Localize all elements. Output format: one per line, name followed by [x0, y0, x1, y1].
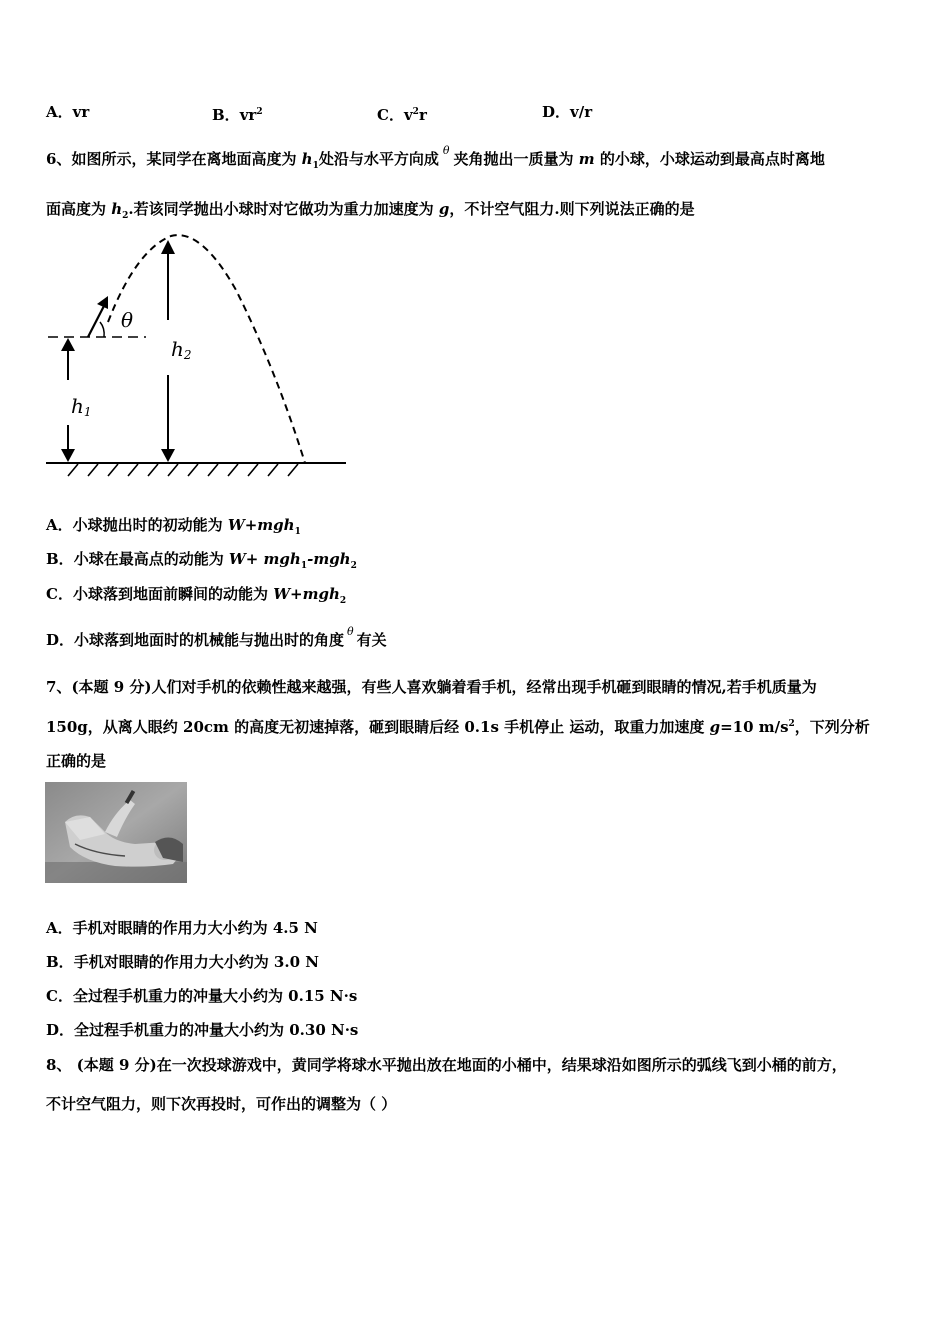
- q6-option-b: B．小球在最高点的动能为 W+ mgh$_1$-mgh$_2$: [46, 550, 357, 571]
- q5-option-d: D．v/r: [542, 103, 593, 121]
- q5-options: [46, 102, 746, 122]
- q5-option-a: A．vr: [46, 103, 90, 121]
- q5-option-b: B．$vr^2$: [212, 106, 263, 124]
- theta-label: θ: [121, 308, 134, 332]
- q7-stem-line1: 7、(本题 9 分)人们对手机的依赖性越来越强，有些人喜欢躺着看手机，经常出现手机砸到眼睛的情况,若手机质量为: [46, 678, 817, 696]
- q7-stem-line3: 正确的是: [46, 752, 107, 770]
- q5-option-c: C．$v^2r$: [377, 106, 427, 124]
- q6-option-c: C．小球落到地面前瞬间的动能为 W+mgh$_2$: [46, 585, 347, 606]
- q6-stem-line1: 6、如图所示，某同学在离地面高度为 $h_1$处沿与水平方向成 $^\theta$ 夹角抛出一质量为 m 的小球，小球运动到最高点时离地: [46, 144, 825, 171]
- q6-stem-line2: 面高度为 $h_2$.若该同学抛出小球时对它做功为重力加速度为 g，不计空气阻力.则下列说法正确的是: [46, 200, 695, 221]
- q8-stem-line2: 不计空气阻力，则下次再投时，可作出的调整为（ ）: [46, 1095, 397, 1113]
- q7-option-d: D．全过程手机重力的冲量大小约为 0.30 N·s: [46, 1021, 359, 1039]
- q8-stem-line1: 8、 (本题 9 分)在一次投球游戏中，黄同学将球水平抛出放在地面的小桶中，结果球沿如图所示的弧线飞到小桶的前方，: [46, 1056, 847, 1074]
- q7-stem-line2: 150g，从离人眼约 20cm 的高度无初速掉落，砸到眼睛后经 0.1s 手机停止 运动，取重力加速度 g=10 $m/s^2$，下列分析: [46, 718, 870, 736]
- q6-option-d: D．小球落到地面时的机械能与抛出时的角度 $^\theta$ 有关: [46, 625, 387, 649]
- trajectory-curve: [108, 235, 305, 463]
- q7-option-a: A．手机对眼睛的作用力大小约为 4.5 N: [46, 919, 318, 937]
- projectile-diagram: [46, 230, 351, 480]
- person-lying-with-phone-photo: [45, 782, 187, 883]
- q7-option-b: B．手机对眼睛的作用力大小约为 3.0 N: [46, 953, 319, 971]
- angle-arc: [100, 322, 104, 337]
- h1-label: h1: [71, 394, 92, 419]
- launch-velocity-arrow: [88, 296, 108, 337]
- ground-line: [46, 463, 346, 476]
- q7-option-c: C．全过程手机重力的冲量大小约为 0.15 N·s: [46, 987, 358, 1005]
- q6-option-a: A．小球抛出时的初动能为 W+mgh$_1$: [46, 516, 301, 537]
- h2-label: h2: [171, 337, 192, 362]
